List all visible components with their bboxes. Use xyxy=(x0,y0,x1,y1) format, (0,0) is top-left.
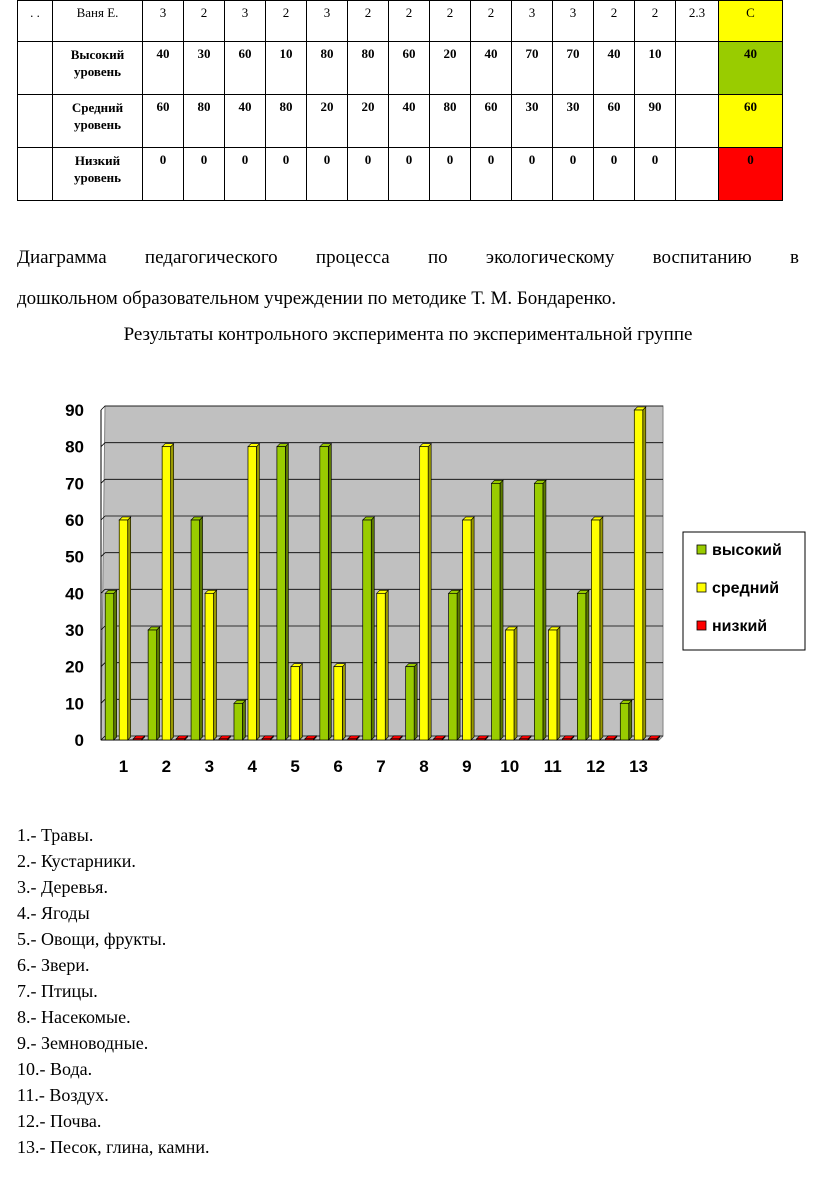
bar xyxy=(591,520,600,740)
table-cell xyxy=(676,148,719,201)
table-cell: 2 xyxy=(266,1,307,42)
x-tick-label: 5 xyxy=(290,757,300,776)
y-tick-label: 40 xyxy=(65,584,84,604)
y-tick-label: 70 xyxy=(65,474,84,494)
summary-cell: 0 xyxy=(719,148,783,201)
list-item: 1.- Травы. xyxy=(17,825,94,845)
bar-side xyxy=(214,590,217,740)
table-cell: 70 xyxy=(512,42,553,95)
heading-line-1: Диаграмма педагогического процесса по экологическому воспитанию в xyxy=(17,247,799,268)
bar xyxy=(562,739,571,740)
x-tick-label: 1 xyxy=(118,757,129,776)
bar-side xyxy=(600,517,603,740)
bar xyxy=(105,593,114,740)
bar xyxy=(305,739,314,740)
bar xyxy=(248,447,257,740)
bar xyxy=(605,739,614,740)
bar xyxy=(133,739,142,740)
table-row xyxy=(18,95,783,148)
legend-swatch xyxy=(697,583,706,592)
category-legend-list xyxy=(17,822,210,1160)
table-cell xyxy=(18,42,53,95)
y-tick-label: 0 xyxy=(74,731,84,750)
bar-side xyxy=(428,444,431,740)
bar-chart xyxy=(0,380,816,780)
bar-side xyxy=(371,517,374,740)
table-cell: 40 xyxy=(143,42,184,95)
table-cell: 40 xyxy=(471,42,512,95)
bar-side xyxy=(500,480,503,740)
table-cell: 30 xyxy=(184,42,225,95)
table-cell: 3 xyxy=(225,1,266,42)
x-tick-label: 7 xyxy=(376,757,386,776)
table-cell: 0 xyxy=(389,148,430,201)
bar xyxy=(348,739,357,740)
bar xyxy=(520,739,529,740)
table-cell: 60 xyxy=(594,95,635,148)
row-label: Высокий уровень xyxy=(53,42,143,95)
table-cell: 60 xyxy=(471,95,512,148)
table-cell: 20 xyxy=(430,42,471,95)
x-tick-label: 11 xyxy=(543,757,562,776)
table-cell: 2 xyxy=(348,1,389,42)
legend-label: низкий xyxy=(712,618,768,635)
table-cell: 0 xyxy=(307,148,348,201)
table-row xyxy=(18,148,783,201)
bar xyxy=(477,739,486,740)
bar xyxy=(205,593,214,740)
table-cell: С xyxy=(719,1,783,42)
bar xyxy=(148,630,157,740)
list-item: 4.- Ягоды xyxy=(17,903,90,923)
table-cell: 0 xyxy=(594,148,635,201)
table-cell: 40 xyxy=(389,95,430,148)
table-row xyxy=(18,42,783,95)
list-item: 6.- Звери. xyxy=(17,955,90,975)
table-cell: . . xyxy=(18,1,53,42)
list-item: 2.- Кустарники. xyxy=(17,851,136,871)
table-cell: 40 xyxy=(225,95,266,148)
bar-side xyxy=(171,444,174,740)
table-cell: 0 xyxy=(430,148,471,201)
x-tick-label: 13 xyxy=(629,757,648,776)
bar xyxy=(492,483,501,740)
bar-side xyxy=(514,627,517,740)
legend-swatch xyxy=(697,621,706,630)
bar-side xyxy=(242,700,245,740)
table-cell: 0 xyxy=(512,148,553,201)
bar-side xyxy=(114,590,117,740)
table-cell: 70 xyxy=(553,42,594,95)
bar xyxy=(277,447,286,740)
bar-side xyxy=(128,517,131,740)
bar xyxy=(377,593,386,740)
table-cell: 0 xyxy=(225,148,266,201)
table-cell: 3 xyxy=(307,1,348,42)
heading-line-2: дошкольном образовательном учреждении по методике Т. М. Бондаренко. xyxy=(17,288,617,309)
legend-swatch xyxy=(697,545,706,554)
list-item: 9.- Земноводные. xyxy=(17,1033,149,1053)
y-tick-label: 30 xyxy=(65,621,84,640)
x-tick-label: 10 xyxy=(500,757,520,776)
x-tick-label: 9 xyxy=(462,757,472,776)
table-cell: 80 xyxy=(266,95,307,148)
bar xyxy=(119,520,128,740)
list-item: 3.- Деревья. xyxy=(17,877,108,897)
bar xyxy=(291,667,300,740)
bar-side xyxy=(285,444,288,740)
table-cell: 0 xyxy=(471,148,512,201)
table-cell: 0 xyxy=(348,148,389,201)
table-cell: 0 xyxy=(553,148,594,201)
table-cell: 80 xyxy=(184,95,225,148)
table-cell: 20 xyxy=(307,95,348,148)
bar-side xyxy=(256,444,259,740)
table-cell: 90 xyxy=(635,95,676,148)
bar-side xyxy=(557,627,560,740)
bar xyxy=(420,447,429,740)
bar xyxy=(449,593,458,740)
table-cell: 2 xyxy=(430,1,471,42)
table-cell: 0 xyxy=(143,148,184,201)
gridline-depth xyxy=(101,406,105,410)
bar-side xyxy=(200,517,203,740)
bar-side xyxy=(414,664,417,740)
table-cell: 2 xyxy=(184,1,225,42)
table-cell: 40 xyxy=(594,42,635,95)
table-cell: 60 xyxy=(225,42,266,95)
bar xyxy=(406,667,415,740)
bar xyxy=(634,410,643,740)
bar xyxy=(234,703,243,740)
table-cell: 2 xyxy=(471,1,512,42)
bar-side xyxy=(629,700,632,740)
y-tick-label: 10 xyxy=(65,694,84,714)
list-item: 12.- Почва. xyxy=(17,1111,102,1131)
table-cell: 2 xyxy=(594,1,635,42)
bar xyxy=(577,593,586,740)
bar xyxy=(463,520,472,740)
bar-side xyxy=(157,627,160,740)
table-cell: 3 xyxy=(512,1,553,42)
table-cell: 10 xyxy=(635,42,676,95)
list-item: 5.- Овощи, фрукты. xyxy=(17,929,167,949)
list-item: 7.- Птицы. xyxy=(17,981,98,1001)
list-item: 11.- Воздух. xyxy=(17,1085,109,1105)
legend-label: высокий xyxy=(712,542,782,559)
table-cell: 2 xyxy=(635,1,676,42)
bar xyxy=(648,739,657,740)
summary-cell: 60 xyxy=(719,95,783,148)
chart-subtitle: Результаты контрольного эксперимента по экспериментальной группе xyxy=(123,324,693,345)
x-tick-label: 8 xyxy=(419,757,429,776)
table-cell xyxy=(18,95,53,148)
bar-side xyxy=(471,517,474,740)
y-tick-label: 60 xyxy=(65,511,84,530)
x-tick-label: 12 xyxy=(586,757,606,776)
table-cell: 80 xyxy=(430,95,471,148)
bar xyxy=(334,667,343,740)
table-cell xyxy=(676,95,719,148)
table-cell: 3 xyxy=(143,1,184,42)
table-cell: 30 xyxy=(553,95,594,148)
bar xyxy=(620,703,629,740)
bar xyxy=(262,739,271,740)
results-table xyxy=(17,0,783,201)
bar-side xyxy=(328,444,331,740)
x-tick-label: 3 xyxy=(204,757,215,776)
x-tick-label: 6 xyxy=(333,757,343,776)
bar xyxy=(320,447,329,740)
y-tick-label: 80 xyxy=(65,437,84,457)
table-cell: 2 xyxy=(389,1,430,42)
bar xyxy=(363,520,372,740)
bar-side xyxy=(586,590,589,740)
table-cell: 10 xyxy=(266,42,307,95)
x-tick-label: 2 xyxy=(161,757,172,776)
list-item: 10.- Вода. xyxy=(17,1059,93,1079)
row-label: Низкий уровень xyxy=(53,148,143,201)
table-cell: Ваня Е. xyxy=(53,1,143,42)
y-tick-label: 20 xyxy=(65,657,84,677)
y-tick-label: 50 xyxy=(65,547,84,567)
bar xyxy=(191,520,200,740)
table-row xyxy=(18,1,783,42)
table-cell xyxy=(676,42,719,95)
bar-side xyxy=(643,407,646,740)
table-cell xyxy=(18,148,53,201)
bar xyxy=(548,630,557,740)
legend-label: средний xyxy=(712,580,780,597)
bar xyxy=(506,630,515,740)
table-cell: 80 xyxy=(348,42,389,95)
bar xyxy=(176,739,185,740)
summary-cell: 40 xyxy=(719,42,783,95)
row-label: Средний уровень xyxy=(53,95,143,148)
y-tick-label: 90 xyxy=(65,401,84,420)
bar-side xyxy=(299,664,302,740)
table-cell: 0 xyxy=(266,148,307,201)
bar xyxy=(162,447,171,740)
bar xyxy=(434,739,443,740)
table-cell: 60 xyxy=(143,95,184,148)
table-cell: 2.3 xyxy=(676,1,719,42)
list-item: 13.- Песок, глина, камни. xyxy=(17,1137,210,1157)
table-cell: 0 xyxy=(635,148,676,201)
table-cell: 30 xyxy=(512,95,553,148)
bar-side xyxy=(342,664,345,740)
table-cell: 0 xyxy=(184,148,225,201)
list-item: 8.- Насекомые. xyxy=(17,1007,131,1027)
bar xyxy=(391,739,400,740)
table-cell: 3 xyxy=(553,1,594,42)
bar xyxy=(219,739,228,740)
bar xyxy=(534,483,543,740)
table-cell: 60 xyxy=(389,42,430,95)
bar-side xyxy=(385,590,388,740)
bar-side xyxy=(457,590,460,740)
x-tick-label: 4 xyxy=(247,757,257,776)
table-cell: 80 xyxy=(307,42,348,95)
table-cell: 20 xyxy=(348,95,389,148)
bar-side xyxy=(543,480,546,740)
